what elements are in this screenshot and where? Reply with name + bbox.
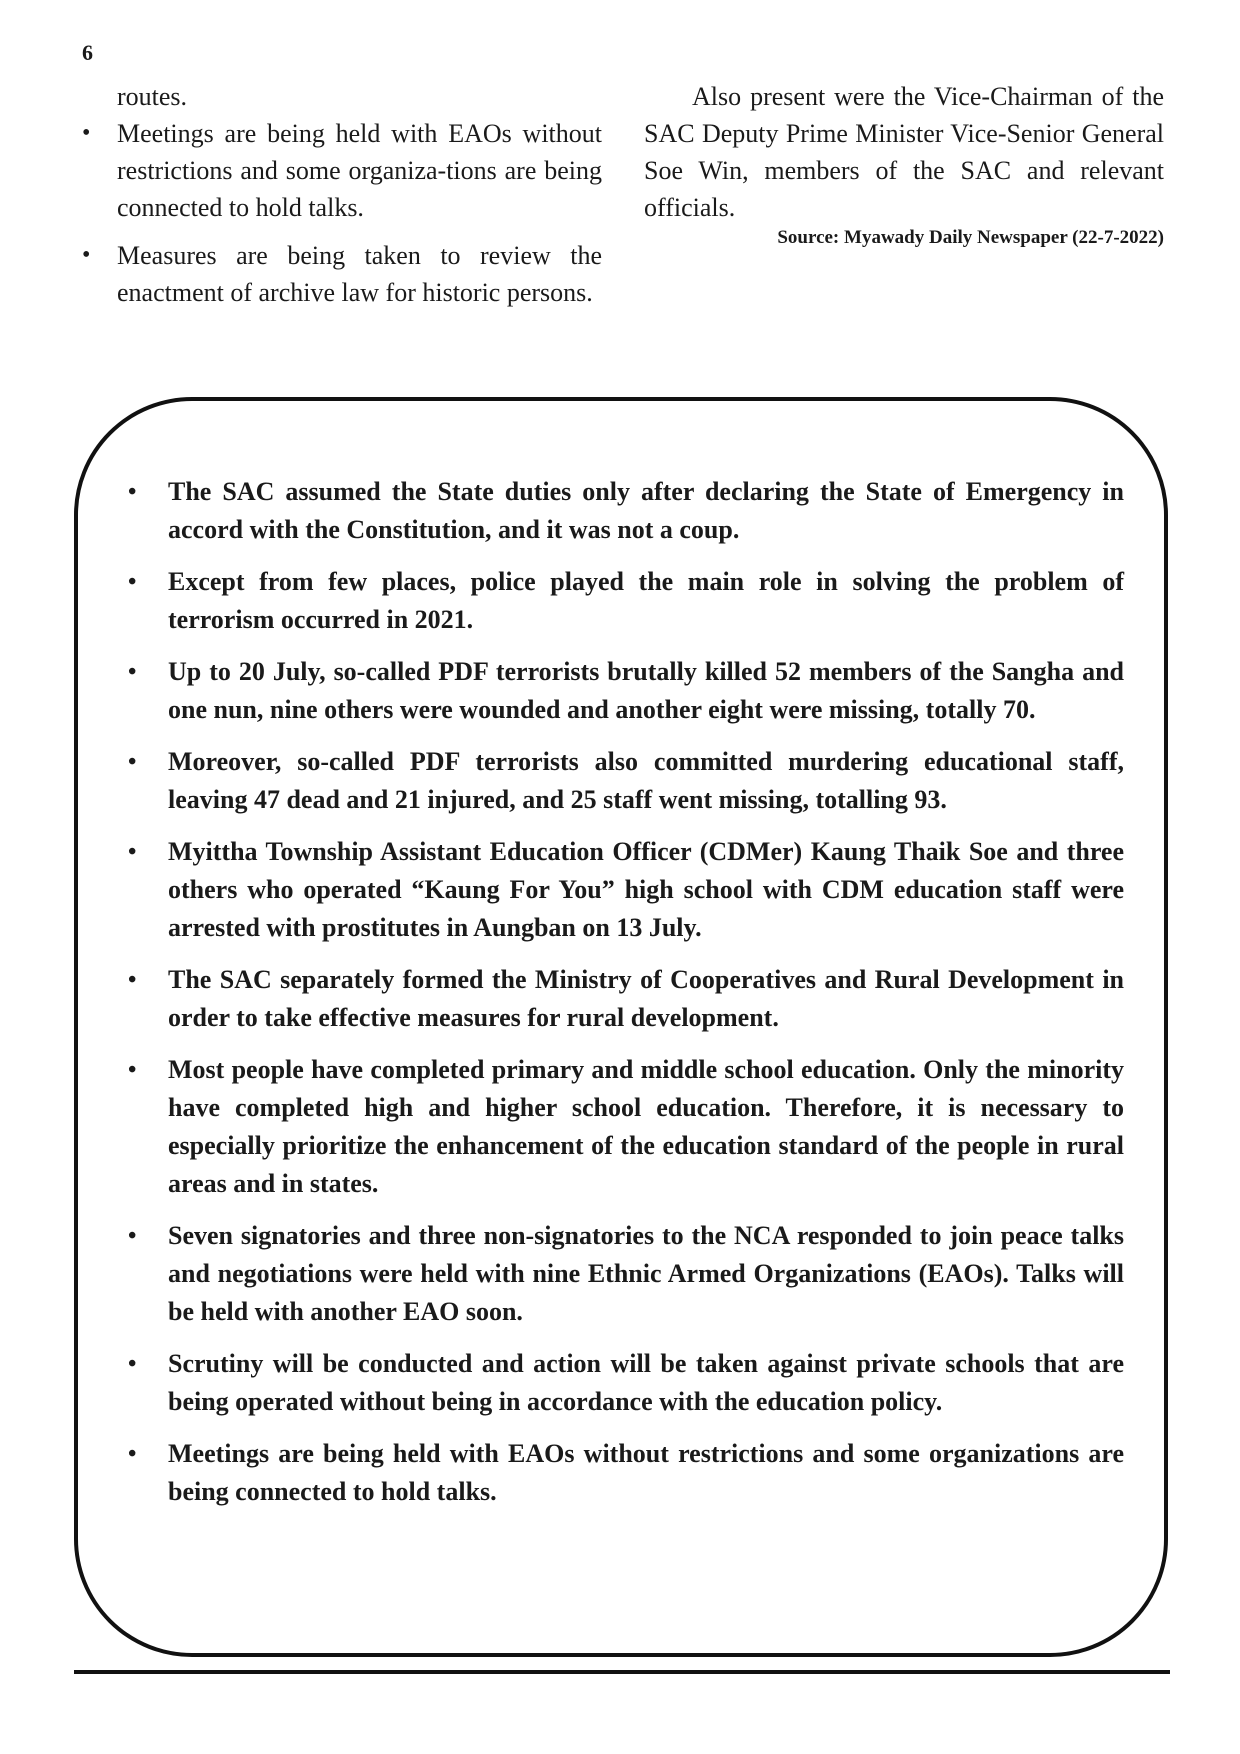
list-item: • Myittha Township Assistant Education Officer (CDMer) Kaung Thaik Soe and three others who operated “Kaung For You” high school with CDM education staff were arrested with prostitutes in Aungban on 13 July. [128,833,1124,947]
source-citation: Source: Myawady Daily Newspaper (22-7-2022) [777,227,1164,248]
list-item: • The SAC separately formed the Ministry of Cooperatives and Rural Development in order to take effective measures for rural development. [128,961,1124,1037]
list-item: • Up to 20 July, so-called PDF terrorists brutally killed 52 members of the Sangha and one nun, nine others were wounded and another eight were missing, totally 70. [128,653,1124,729]
list-item: • Measures are being taken to review the enactment of archive law for historic persons. [82,237,602,311]
bottom-divider [74,1670,1170,1674]
list-item: • Meetings are being held with EAOs without restrictions and some organiza-tions are being connected to hold talks. [82,115,602,226]
left-bullet-list [82,115,602,311]
right-column [644,78,1164,250]
list-item: • Seven signatories and three non-signatories to the NCA responded to join peace talks and negotiations were held with nine Ethnic Armed Organizations (EAOs). Talks will be held with another EAO soon. [128,1217,1124,1331]
page-number: 6 [82,40,93,65]
left-column [82,78,602,322]
highlight-box [74,397,1168,1657]
box-bullet-list [128,473,1124,1525]
list-item: • Most people have completed primary and middle school education. Only the minority have completed high and higher school education. Therefore, it is necessary to especially prioritize the enhancement of the education standard of the people in rural areas and in states. [128,1051,1124,1203]
list-item: • Meetings are being held with EAOs without restrictions and some organizations are being connected to hold talks. [128,1435,1124,1511]
list-item: • Scrutiny will be conducted and action will be taken against private schools that are being operated without being in accordance with the education policy. [128,1345,1124,1421]
continued-text: routes. [117,82,188,111]
list-item: • Except from few places, police played the main role in solving the problem of terrorism occurred in 2021. [128,563,1124,639]
list-item: • Moreover, so-called PDF terrorists also committed murdering educational staff, leaving 47 dead and 21 injured, and 25 staff went missing, totalling 93. [128,743,1124,819]
list-item: • The SAC assumed the State duties only after declaring the State of Emergency in accord with the Constitution, and it was not a coup. [128,473,1124,549]
attendees-paragraph: Also present were the Vice-Chairman of the SAC Deputy Prime Minister Vice-Senior General Soe Win, members of the SAC and relevant officials. [644,82,1164,222]
